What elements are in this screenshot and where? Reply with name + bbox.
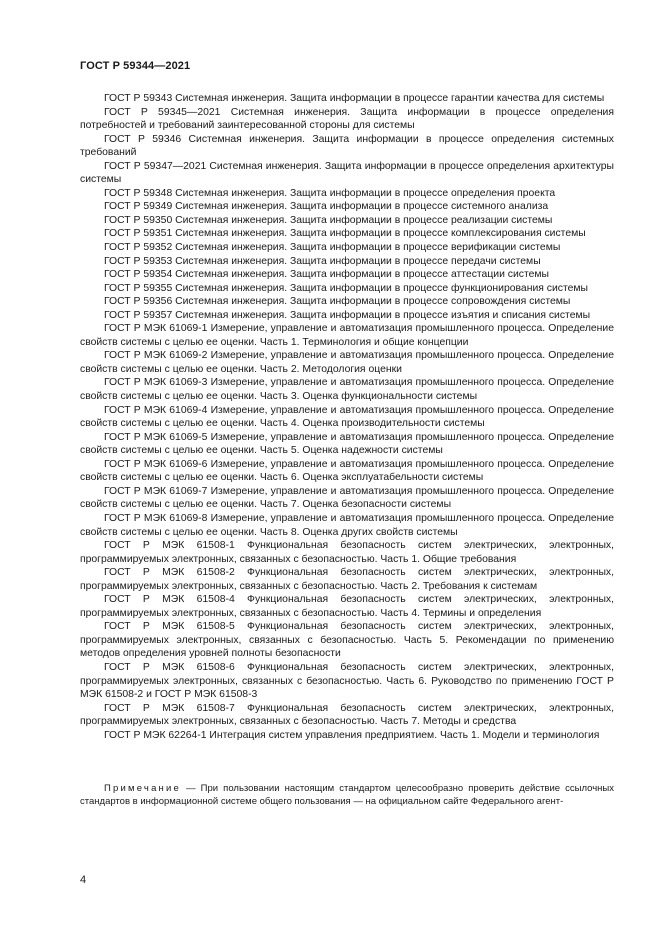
- reference-entry: ГОСТ Р МЭК 61069-2 Измерение, управление и автоматизация промышленного процесса. Определение свойств системы с целью ее оценки. Часть 2. Методология оценки: [80, 350, 614, 375]
- page-number: 4: [80, 874, 87, 886]
- reference-entry: ГОСТ Р МЭК 61069-8 Измерение, управление и автоматизация промышленного процесса. Определение свойств системы с целью ее оценки. Часть 8. Оценка других свойств системы: [80, 512, 614, 538]
- document-header: ГОСТ Р 59344—2021: [80, 60, 191, 72]
- reference-entry: ГОСТ Р 59351 Системная инженерия. Защита информации в процессе комплексирования системы: [104, 228, 586, 240]
- reference-entry: ГОСТ Р 59349 Системная инженерия. Защита информации в процессе системного анализа: [104, 201, 549, 213]
- reference-entry: ГОСТ Р МЭК 61508-6 Функциональная безопасность систем электрических, электронных, программируемых электронных, связанных с безопасностью. Часть 6. Руководство по применению ГОСТ Р МЭК 61508-2 и ГОСТ Р МЭК 61508-3: [80, 661, 614, 701]
- reference-entry: ГОСТ Р МЭК 61508-2 Функциональная безопасность систем электрических, электронных, программируемых электронных, связанных с безопасностью. Часть 2. Требования к системам: [80, 567, 614, 592]
- reference-entry: ГОСТ Р 59346 Системная инженерия. Защита информации в процессе определения системных требований: [80, 133, 614, 159]
- reference-entry: ГОСТ Р 59356 Системная инженерия. Защита информации в процессе сопровождения системы: [104, 296, 571, 308]
- reference-entry: ГОСТ Р МЭК 61069-5 Измерение, управление и автоматизация промышленного процесса. Определение свойств системы с целью ее оценки. Часть 5. Оценка надежности системы: [80, 431, 614, 457]
- reference-entry: ГОСТ Р МЭК 61069-3 Измерение, управление и автоматизация промышленного процесса. Определение свойств системы с целью ее оценки. Часть 3. Оценка функциональности системы: [80, 377, 614, 403]
- reference-entry: ГОСТ Р 59353 Системная инженерия. Защита информации в процессе передачи системы: [104, 255, 541, 267]
- reference-entry: ГОСТ Р 59352 Системная инженерия. Защита информации в процессе верификации системы: [104, 242, 561, 254]
- reference-entry: ГОСТ Р МЭК 61069-7 Измерение, управление и автоматизация промышленного процесса. Определение свойств системы с целью ее оценки. Часть 7. Оценка безопасности системы: [80, 485, 614, 511]
- reference-entry: ГОСТ Р МЭК 61508-1 Функциональная безопасность систем электрических, электронных, программируемых электронных, связанных с безопасностью. Часть 1. Общие требования: [80, 540, 614, 565]
- reference-entry: ГОСТ Р 59357 Системная инженерия. Защита информации в процессе изъятия и списания системы: [104, 309, 591, 321]
- reference-entry: ГОСТ Р 59343 Системная инженерия. Защита информации в процессе гарантии качества для системы: [104, 93, 605, 104]
- reference-entry: ГОСТ Р МЭК 61069-4 Измерение, управление и автоматизация промышленного процесса. Определение свойств системы с целью ее оценки. Часть 4. Оценка производительности системы: [80, 404, 614, 430]
- note-text: — При пользовании настоящим стандартом целесообразно проверить действие ссылочных стандартов в информационной системе общего пользования — на официальном сайте Федерального агент-: [80, 782, 614, 807]
- reference-entry: ГОСТ Р 59355 Системная инженерия. Защита информации в процессе функционирования системы: [104, 282, 588, 294]
- reference-entry: ГОСТ Р МЭК 61508-4 Функциональная безопасность систем электрических, электронных, программируемых электронных, связанных с безопасностью. Часть 4. Термины и определения: [80, 594, 614, 619]
- reference-entry: ГОСТ Р 59350 Системная инженерия. Защита информации в процессе реализации системы: [104, 214, 553, 226]
- reference-entry: ГОСТ Р 59354 Системная инженерия. Защита информации в процессе аттестации системы: [104, 269, 549, 281]
- reference-entry: ГОСТ Р МЭК 61069-6 Измерение, управление и автоматизация промышленного процесса. Определение свойств системы с целью ее оценки. Часть 6. Оценка эксплуатабельности системы: [80, 458, 614, 484]
- reference-entry: ГОСТ Р МЭК 61508-7 Функциональная безопасность систем электрических, электронных, программируемых электронных, связанных с безопасностью. Часть 7. Методы и средства: [80, 702, 614, 728]
- note-label: Примечание: [104, 782, 181, 794]
- note-paragraph: [80, 782, 614, 809]
- reference-entry: ГОСТ Р 59347—2021 Системная инженерия. Защита информации в процессе определения архитектуры системы: [80, 160, 614, 186]
- reference-entry: ГОСТ Р МЭК 61508-5 Функциональная безопасность систем электрических, электронных, программируемых электронных, связанных с безопасностью. Часть 5. Рекомендации по применению методов определения уровней полноты безопасности: [80, 621, 614, 660]
- references-list: [80, 92, 614, 742]
- reference-entry: ГОСТ Р 59345—2021 Системная инженерия. Защита информации в процессе определения потребностей и требований заинтересованной стороны для системы: [80, 106, 614, 132]
- reference-entry: ГОСТ Р МЭК 62264-1 Интеграция систем управления предприятием. Часть 1. Модели и терминология: [104, 729, 600, 741]
- reference-entry: ГОСТ Р 59348 Системная инженерия. Защита информации в процессе определения проекта: [104, 187, 556, 199]
- reference-entry: ГОСТ Р МЭК 61069-1 Измерение, управление и автоматизация промышленного процесса. Определение свойств системы с целью ее оценки. Часть 1. Терминология и общие концепции: [80, 323, 614, 348]
